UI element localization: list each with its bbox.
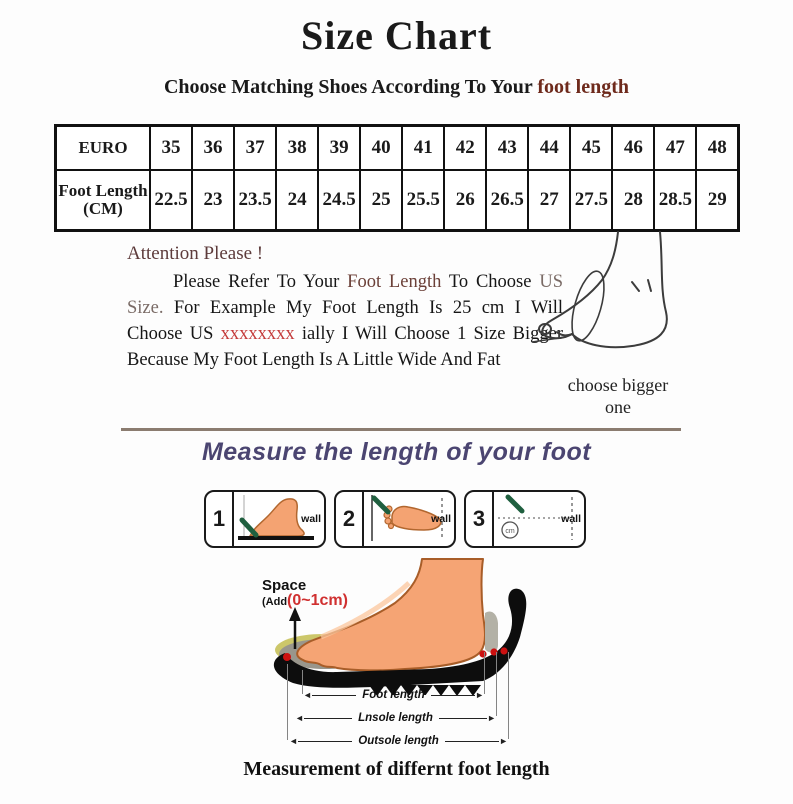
- foot-length-cell: 23: [192, 170, 234, 231]
- euro-size-cell: 35: [150, 126, 192, 171]
- euro-size-cell: 37: [234, 126, 276, 171]
- subtitle: [0, 76, 793, 99]
- measurement-label: Foot length: [362, 689, 425, 701]
- page-title: Size Chart: [300, 13, 493, 58]
- space-gap-label: [262, 578, 382, 610]
- measure-line: [298, 741, 352, 742]
- insole-length-measure-row: [295, 711, 496, 725]
- step-graphic-foot-sole: [364, 492, 454, 546]
- euro-size-cell: 40: [360, 126, 402, 171]
- foot-length-cell: 23.5: [234, 170, 276, 231]
- attention-section: [127, 243, 563, 373]
- us-size-highlight: US Size.: [127, 272, 563, 318]
- space-label-prefix: (Add: [262, 596, 288, 608]
- foot-length-cell: 24.5: [318, 170, 360, 231]
- foot-length-cell: 27: [528, 170, 570, 231]
- euro-row: [56, 126, 739, 171]
- guide-line: [287, 664, 288, 740]
- attention-heading: Attention Please !: [127, 243, 264, 264]
- measure-line: [445, 741, 499, 742]
- foot-length-row: [56, 170, 739, 231]
- foot-length-cell: 22.5: [150, 170, 192, 231]
- left-arrowhead-icon: ◄: [303, 690, 312, 700]
- subtitle-main: Choose Matching Shoes According To Your: [163, 76, 538, 98]
- attention-text-2: To Choose: [441, 272, 540, 292]
- space-label-word: Space: [262, 577, 307, 594]
- measurement-label: Lnsole length: [358, 712, 433, 724]
- foot-length-cell: 27.5: [570, 170, 612, 231]
- euro-size-cell: 36: [192, 126, 234, 171]
- step-panel-3: [464, 490, 586, 548]
- measure-section-heading: Measure the length of your foot: [201, 438, 592, 466]
- right-arrowhead-icon: ►: [475, 690, 484, 700]
- euro-size-cell: 39: [318, 126, 360, 171]
- bottom-caption: Measurement of differnt foot length: [243, 758, 550, 780]
- outsole-length-measure-row: [289, 734, 508, 748]
- foot-length-cell: 28.5: [654, 170, 696, 231]
- measure-line: [431, 695, 475, 696]
- measurement-label: Outsole length: [358, 735, 439, 747]
- step-panel-2: [334, 490, 456, 548]
- euro-size-cell: 43: [486, 126, 528, 171]
- attention-paragraph: [127, 269, 563, 373]
- attention-text-3: For Example My Foot Length Is 25 cm I Will Choose US: [127, 298, 563, 344]
- foot-length-cell: 26: [444, 170, 486, 231]
- step-number: 1: [206, 492, 234, 546]
- wall-label: wall: [301, 513, 321, 525]
- crossed-out-text: xxxxxxxx: [220, 324, 295, 344]
- euro-size-cell: 45: [570, 126, 612, 171]
- measure-line: [304, 718, 352, 719]
- foot-girth-sketch-illustration: [532, 230, 704, 368]
- guide-line: [484, 652, 485, 694]
- space-label-value: (0~1cm): [287, 592, 348, 609]
- wall-label: wall: [431, 513, 451, 525]
- foot-length-cell: 28: [612, 170, 654, 231]
- measure-line: [439, 718, 487, 719]
- attention-text-1: Please Refer To Your: [173, 272, 348, 292]
- guide-line: [496, 652, 497, 716]
- euro-size-cell: 48: [696, 126, 738, 171]
- euro-size-cell: 41: [402, 126, 444, 171]
- foot-length-cell: 24: [276, 170, 318, 231]
- step-number: 3: [466, 492, 494, 546]
- step-panel-1: [204, 490, 326, 548]
- measuring-steps-row: [204, 490, 586, 548]
- euro-size-cell: 38: [276, 126, 318, 171]
- left-arrowhead-icon: ◄: [289, 736, 298, 746]
- euro-size-cell: 44: [528, 126, 570, 171]
- foot-length-cell: 26.5: [486, 170, 528, 231]
- cm-circle-label: cm: [505, 528, 515, 535]
- subtitle-highlight: foot length: [537, 76, 630, 98]
- foot-length-cell: 25: [360, 170, 402, 231]
- right-arrowhead-icon: ►: [499, 736, 508, 746]
- foot-length-highlight: Foot Length: [347, 272, 442, 292]
- step-graphic-foot-side: [234, 492, 324, 546]
- attention-text-4: ially I Will Choose 1 Size Bigger Because My Foot Length Is A Little Wide And Fat: [127, 324, 563, 370]
- euro-size-cell: 42: [444, 126, 486, 171]
- step-graphic-measure-line: [494, 492, 584, 546]
- foot-length-measure-row: [303, 688, 484, 702]
- guide-line: [508, 652, 509, 739]
- choose-bigger-note: choose bigger one: [567, 375, 669, 417]
- foot-length-cell: 29: [696, 170, 738, 231]
- measure-line: [312, 695, 356, 696]
- size-table: [54, 124, 740, 232]
- right-arrowhead-icon: ►: [487, 713, 496, 723]
- left-arrowhead-icon: ◄: [295, 713, 304, 723]
- euro-header-cell: EURO: [56, 126, 151, 171]
- euro-size-cell: 46: [612, 126, 654, 171]
- foot-length-header-cell: Foot Length (CM): [56, 170, 151, 231]
- section-divider: [121, 428, 681, 431]
- euro-size-cell: 47: [654, 126, 696, 171]
- wall-label: wall: [561, 513, 581, 525]
- foot-length-cell: 25.5: [402, 170, 444, 231]
- step-number: 2: [336, 492, 364, 546]
